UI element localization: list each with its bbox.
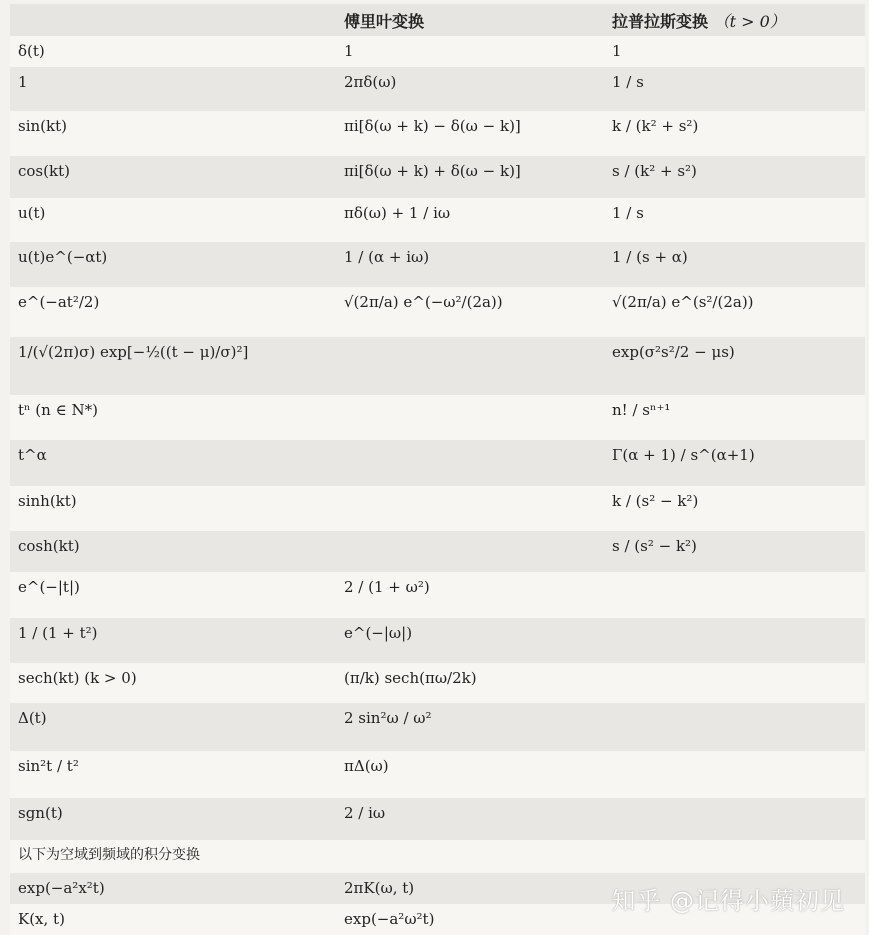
cell-function: Δ(t) bbox=[10, 703, 336, 751]
cell-function: u(t)e^(−αt) bbox=[10, 242, 336, 287]
cell-laplace: k / (s² − k²) bbox=[604, 486, 865, 531]
cell-laplace: 1 bbox=[604, 36, 865, 67]
cell-laplace bbox=[604, 798, 865, 840]
table-row bbox=[10, 486, 865, 531]
cell-function: 1/(√(2π)σ) exp[−½((t − μ)/σ)²] bbox=[10, 337, 336, 395]
cell-fourier: 2 / iω bbox=[336, 798, 604, 840]
cell-laplace: s / (k² + s²) bbox=[604, 156, 865, 198]
cell-fourier: exp(−a²ω²t) bbox=[336, 904, 604, 935]
cell-laplace: Γ(α + 1) / s^(α+1) bbox=[604, 440, 865, 486]
cell-laplace bbox=[604, 663, 865, 703]
table-row bbox=[10, 531, 865, 572]
cell-fourier: (π/k) sech(πω/2k) bbox=[336, 663, 604, 703]
header-function bbox=[10, 4, 336, 36]
cell-function: 1 / (1 + t²) bbox=[10, 618, 336, 663]
cell-function: cosh(kt) bbox=[10, 531, 336, 572]
cell-fourier: 2 / (1 + ω²) bbox=[336, 572, 604, 618]
cell-laplace: s / (s² − k²) bbox=[604, 531, 865, 572]
cell-fourier: 1 bbox=[336, 36, 604, 67]
cell-function: sinh(kt) bbox=[10, 486, 336, 531]
note-row bbox=[10, 840, 865, 873]
header-fourier: 傅里叶变换 bbox=[336, 4, 604, 36]
cell-laplace: exp(σ²s²/2 − μs) bbox=[604, 337, 865, 395]
table-row bbox=[10, 36, 865, 67]
cell-function: δ(t) bbox=[10, 36, 336, 67]
cell-fourier: πδ(ω) + 1 / iω bbox=[336, 198, 604, 242]
table-row bbox=[10, 572, 865, 618]
cell-function: t^α bbox=[10, 440, 336, 486]
cell-laplace: √(2π/a) e^(s²/(2a)) bbox=[604, 287, 865, 337]
cell-function: 1 bbox=[10, 67, 336, 111]
cell-function: sech(kt) (k > 0) bbox=[10, 663, 336, 703]
cell-fourier bbox=[336, 337, 604, 395]
cell-function: sin²t / t² bbox=[10, 751, 336, 798]
cell-laplace: 1 / (s + α) bbox=[604, 242, 865, 287]
section-note: 以下为空域到频域的积分变换 bbox=[10, 840, 865, 873]
cell-fourier: 2πK(ω, t) bbox=[336, 873, 604, 904]
cell-fourier: πi[δ(ω + k) + δ(ω − k)] bbox=[336, 156, 604, 198]
cell-fourier bbox=[336, 486, 604, 531]
cell-fourier bbox=[336, 440, 604, 486]
cell-fourier: πi[δ(ω + k) − δ(ω − k)] bbox=[336, 111, 604, 156]
cell-laplace: k / (k² + s²) bbox=[604, 111, 865, 156]
cell-laplace bbox=[604, 703, 865, 751]
cell-function: K(x, t) bbox=[10, 904, 336, 935]
cell-laplace: 1 / s bbox=[604, 67, 865, 111]
header-laplace-label: 拉普拉斯变换 bbox=[612, 11, 709, 31]
cell-fourier bbox=[336, 531, 604, 572]
cell-function: exp(−a²x²t) bbox=[10, 873, 336, 904]
cell-fourier bbox=[336, 395, 604, 440]
table-header-row bbox=[10, 4, 865, 36]
transform-table bbox=[10, 4, 865, 935]
cell-laplace bbox=[604, 572, 865, 618]
table-row bbox=[10, 663, 865, 703]
table-row bbox=[10, 198, 865, 242]
table-row bbox=[10, 156, 865, 198]
cell-fourier: e^(−|ω|) bbox=[336, 618, 604, 663]
cell-function: e^(−at²/2) bbox=[10, 287, 336, 337]
cell-fourier: 1 / (α + iω) bbox=[336, 242, 604, 287]
header-laplace-condition: （t > 0） bbox=[713, 11, 786, 31]
cell-function: sgn(t) bbox=[10, 798, 336, 840]
cell-laplace: n! / sⁿ⁺¹ bbox=[604, 395, 865, 440]
table-row bbox=[10, 440, 865, 486]
table-row bbox=[10, 703, 865, 751]
cell-fourier: 2 sin²ω / ω² bbox=[336, 703, 604, 751]
cell-function: cos(kt) bbox=[10, 156, 336, 198]
cell-function: sin(kt) bbox=[10, 111, 336, 156]
table-row bbox=[10, 751, 865, 798]
cell-fourier: √(2π/a) e^(−ω²/(2a)) bbox=[336, 287, 604, 337]
header-laplace bbox=[604, 4, 865, 36]
cell-laplace: 1 / s bbox=[604, 198, 865, 242]
cell-laplace bbox=[604, 618, 865, 663]
table-row bbox=[10, 111, 865, 156]
zhihu-watermark: 知乎 @记得小蘋初见 bbox=[611, 887, 845, 915]
cell-fourier: πΔ(ω) bbox=[336, 751, 604, 798]
cell-function: u(t) bbox=[10, 198, 336, 242]
table-row bbox=[10, 618, 865, 663]
table-row bbox=[10, 337, 865, 395]
cell-fourier: 2πδ(ω) bbox=[336, 67, 604, 111]
table-row bbox=[10, 798, 865, 840]
cell-function: e^(−|t|) bbox=[10, 572, 336, 618]
table-row bbox=[10, 395, 865, 440]
table-row bbox=[10, 67, 865, 111]
cell-function: tⁿ (n ∈ N*) bbox=[10, 395, 336, 440]
table-row bbox=[10, 287, 865, 337]
cell-laplace bbox=[604, 751, 865, 798]
table-row bbox=[10, 242, 865, 287]
